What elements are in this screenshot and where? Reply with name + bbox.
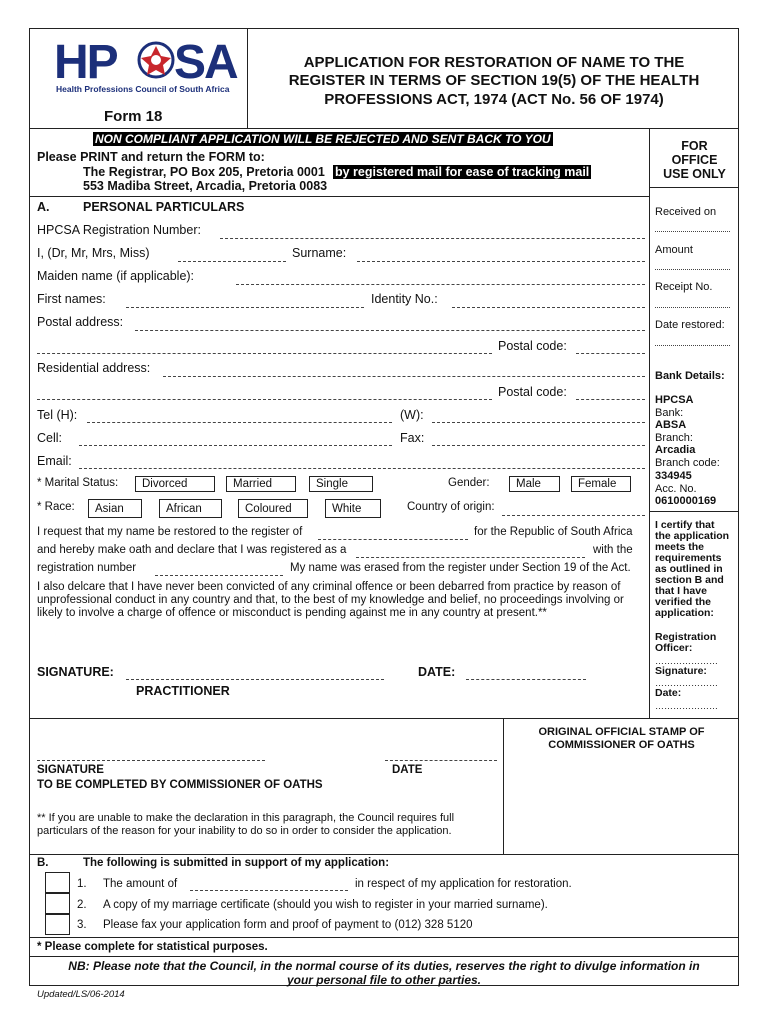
registered-as-field[interactable] [356, 557, 585, 558]
registrar-address: The Registrar, PO Box 205, Pretoria 0001 [83, 165, 325, 179]
practitioner-date-label: DATE: [418, 665, 456, 679]
section-b-bottom-line [29, 937, 739, 938]
cell-field[interactable] [79, 445, 392, 446]
postal-code-field[interactable] [576, 353, 645, 354]
nb-line-2: your personal file to other parties. [286, 973, 482, 987]
certify-line-4: requirements [655, 552, 722, 564]
date-restored-label: Date restored: [655, 319, 725, 331]
request-text-3b: My name was erased from the register under Section 19 of the Act. [290, 562, 631, 574]
first-names-label: First names: [37, 292, 106, 306]
certify-line-8: verified the [655, 596, 712, 608]
tel-home-label: Tel (H): [37, 408, 78, 422]
header-bottom-line [29, 128, 739, 129]
form-title-line-3: PROFESSIONS ACT, 1974 (ACT No. 56 OF 1974) [324, 91, 664, 108]
office-heading-2: OFFICE [671, 153, 718, 167]
certify-line-5: as outlined in [655, 563, 723, 575]
postal-address-field-1[interactable] [135, 330, 645, 331]
residential-address-label: Residential address: [37, 361, 151, 375]
branch-value: Arcadia [655, 444, 696, 456]
gender-label: Gender: [448, 477, 490, 489]
office-heading-1: FOR [681, 139, 708, 153]
email-label: Email: [37, 454, 72, 468]
support-item-1-text-a: The amount of [103, 878, 178, 890]
logo-subtitle: Health Professions Council of South Africa [56, 84, 230, 94]
support-item-1-checkbox[interactable] [45, 872, 70, 893]
inability-note: ** If you are unable to make the declaration in this paragraph, the Council requires full particulars of the reason for your inability to do so in order to consider the application. [37, 812, 455, 837]
header-divider [247, 28, 248, 128]
title-field[interactable] [178, 261, 286, 262]
registration-officer-line-2: Officer: [655, 642, 693, 654]
residential-postal-code-label: Postal code: [498, 385, 567, 399]
marital-married-option[interactable]: Married [226, 476, 296, 492]
certify-line-2: the application [655, 530, 730, 542]
stamp-heading-2: COMMISSIONER OF OATHS [548, 739, 695, 751]
support-item-1-number: 1. [77, 878, 87, 890]
race-label: * Race: [37, 501, 75, 513]
statistical-note: * Please complete for statistical purposes. [37, 941, 268, 953]
receipt-line [655, 307, 730, 308]
support-item-3-text: Please fax your application form and proof of payment to (012) 328 5120 [103, 919, 473, 931]
declaration-paragraph: I also delcare that I have never been convicted of any criminal offence or been debarred from practice by reason of unprofessional conduct in any country and that, to the best of my knowledge and belief, no proceedings involving or likely to involve a charge of offence or misconduct is pending against me in any country at present.** [37, 581, 624, 619]
postal-address-label: Postal address: [37, 315, 124, 329]
bank-account-name: HPCSA [655, 394, 694, 406]
street-address: 553 Madiba Street, Arcadia, Pretoria 0083 [83, 179, 328, 193]
gender-male-option[interactable]: Male [509, 476, 560, 492]
tel-home-field[interactable] [87, 422, 392, 423]
commissioner-signature-field[interactable] [37, 760, 265, 761]
section-b-letter: B. [37, 857, 49, 869]
race-white-option[interactable]: White [325, 499, 381, 518]
officer-signature-label: Signature: [655, 665, 707, 677]
residential-address-field-1[interactable] [163, 376, 645, 377]
support-item-1-text-b: in respect of my application for restoration. [355, 878, 572, 890]
received-on-label: Received on [655, 206, 717, 218]
support-item-2-number: 2. [77, 899, 87, 911]
identity-number-field[interactable] [452, 307, 645, 308]
practitioner-date-field[interactable] [466, 679, 586, 680]
office-heading-line [649, 187, 739, 188]
bank-value: ABSA [655, 419, 687, 431]
support-item-2-text: A copy of my marriage certificate (should you wish to register in your married surname). [103, 899, 548, 911]
first-names-field[interactable] [126, 307, 364, 308]
race-asian-option[interactable]: Asian [88, 499, 142, 518]
request-text-2b: with the [593, 544, 633, 556]
received-on-line [655, 231, 730, 232]
registered-mail-note: by registered mail for ease of tracking mail [335, 165, 590, 179]
cell-label: Cell: [37, 431, 63, 445]
form-title-line-1: APPLICATION FOR RESTORATION OF NAME TO THE [303, 54, 685, 71]
bank-details-line [649, 511, 739, 512]
register-name-field[interactable] [318, 539, 468, 540]
erased-registration-number-field[interactable] [155, 575, 283, 576]
support-item-3-number: 3. [77, 919, 87, 931]
payment-amount-field[interactable] [190, 890, 348, 891]
tel-work-label: (W): [400, 408, 424, 422]
postal-code-label: Postal code: [498, 339, 567, 353]
section-a-heading: PERSONAL PARTICULARS [83, 200, 245, 214]
svg-text:SA: SA [174, 36, 237, 89]
email-field[interactable] [79, 468, 645, 469]
amount-line [655, 269, 730, 270]
support-item-3-checkbox[interactable] [45, 914, 70, 935]
maiden-name-field[interactable] [236, 284, 645, 285]
practitioner-signature-field[interactable] [126, 679, 384, 680]
section-a-bottom-line [29, 718, 739, 719]
support-item-2-checkbox[interactable] [45, 893, 70, 914]
certify-line-3: meets the [655, 541, 705, 553]
maiden-name-label: Maiden name (if applicable): [37, 269, 195, 283]
gender-female-option[interactable]: Female [571, 476, 631, 492]
request-text-3a: registration number [37, 562, 137, 574]
statistical-bottom-line [29, 956, 739, 957]
section-a-letter: A. [37, 200, 50, 214]
commissioner-date-field[interactable] [385, 760, 497, 761]
rejection-warning: NON COMPLIANT APPLICATION WILL BE REJECTED AND SENT BACK TO YOU [95, 132, 551, 146]
commissioner-completion-note: TO BE COMPLETED BY COMMISSIONER OF OATHS [37, 779, 323, 791]
race-coloured-option[interactable]: Coloured [238, 499, 308, 518]
marital-status-label: * Marital Status: [37, 477, 119, 489]
residential-postal-code-field[interactable] [576, 399, 645, 400]
residential-address-field-2[interactable] [37, 399, 492, 400]
office-column-divider [649, 128, 650, 718]
date-restored-line [655, 345, 730, 346]
officer-date-dots: ………………… [655, 701, 718, 711]
office-heading-3: USE ONLY [663, 167, 726, 181]
surname-field[interactable] [357, 261, 645, 262]
certify-line-7: that I have [655, 585, 707, 597]
svg-text:HP: HP [54, 36, 117, 89]
fax-field[interactable] [432, 445, 645, 446]
officer-date-label: Date: [655, 687, 682, 699]
practitioner-signature-label: SIGNATURE: [37, 665, 114, 679]
account-number-value: 0610000169 [655, 495, 717, 507]
nb-line-1: NB: Please note that the Council, in the normal course of its duties, reserves the right to divulge information in [68, 959, 700, 973]
practitioner-caption: PRACTITIONER [136, 684, 230, 698]
fax-label: Fax: [400, 431, 425, 445]
request-text-1b: for the Republic of South Africa [474, 526, 633, 538]
officer-dots: ………………… [655, 656, 718, 666]
commissioner-bottom-line [29, 854, 739, 855]
country-of-origin-field[interactable] [502, 515, 645, 516]
branch-code-label: Branch code: [655, 457, 720, 469]
registration-number-field[interactable] [220, 238, 645, 239]
certify-line-6: section B and [655, 574, 724, 586]
tel-work-field[interactable] [432, 422, 645, 423]
identity-number-label: Identity No.: [371, 292, 438, 306]
title-label: I, (Dr, Mr, Mrs, Miss) [37, 246, 150, 260]
marital-single-option[interactable]: Single [309, 476, 373, 492]
request-text-1a: I request that my name be restored to the register of [37, 526, 303, 538]
section-a-top-line [29, 196, 649, 197]
commissioner-date-label: DATE [392, 764, 423, 776]
updated-reference: Updated/LS/06-2014 [37, 989, 125, 1000]
country-of-origin-label: Country of origin: [407, 501, 495, 513]
officer-signature-dots: ………………… [655, 678, 718, 688]
branch-code-value: 334945 [655, 470, 692, 482]
account-number-label: Acc. No. [655, 483, 697, 495]
print-return-text: Please PRINT and return the FORM to: [37, 150, 265, 164]
receipt-label: Receipt No. [655, 281, 713, 293]
surname-label: Surname: [292, 246, 347, 260]
section-b-heading: The following is submitted in support of my application: [83, 857, 390, 869]
stamp-heading-1: ORIGINAL OFFICIAL STAMP OF [538, 726, 705, 738]
race-african-option[interactable]: African [159, 499, 222, 518]
commissioner-signature-label: SIGNATURE [37, 764, 104, 776]
form-number: Form 18 [104, 108, 163, 125]
bank-label: Bank: [655, 407, 684, 419]
request-text-2a: and hereby make oath and declare that I was registered as a [37, 544, 347, 556]
marital-divorced-option[interactable]: Divorced [135, 476, 215, 492]
amount-label: Amount [655, 244, 693, 256]
registration-officer-line-1: Registration [655, 631, 717, 643]
registration-number-label: HPCSA Registration Number: [37, 223, 201, 237]
form-title-line-2: REGISTER IN TERMS OF SECTION 19(5) OF THE HEALTH [288, 72, 700, 89]
bank-details-heading: Bank Details: [655, 370, 725, 382]
certify-line-9: application: [655, 607, 714, 619]
postal-address-field-2[interactable] [37, 353, 492, 354]
branch-label: Branch: [655, 432, 693, 444]
certify-line-1: I certify that [655, 519, 715, 531]
